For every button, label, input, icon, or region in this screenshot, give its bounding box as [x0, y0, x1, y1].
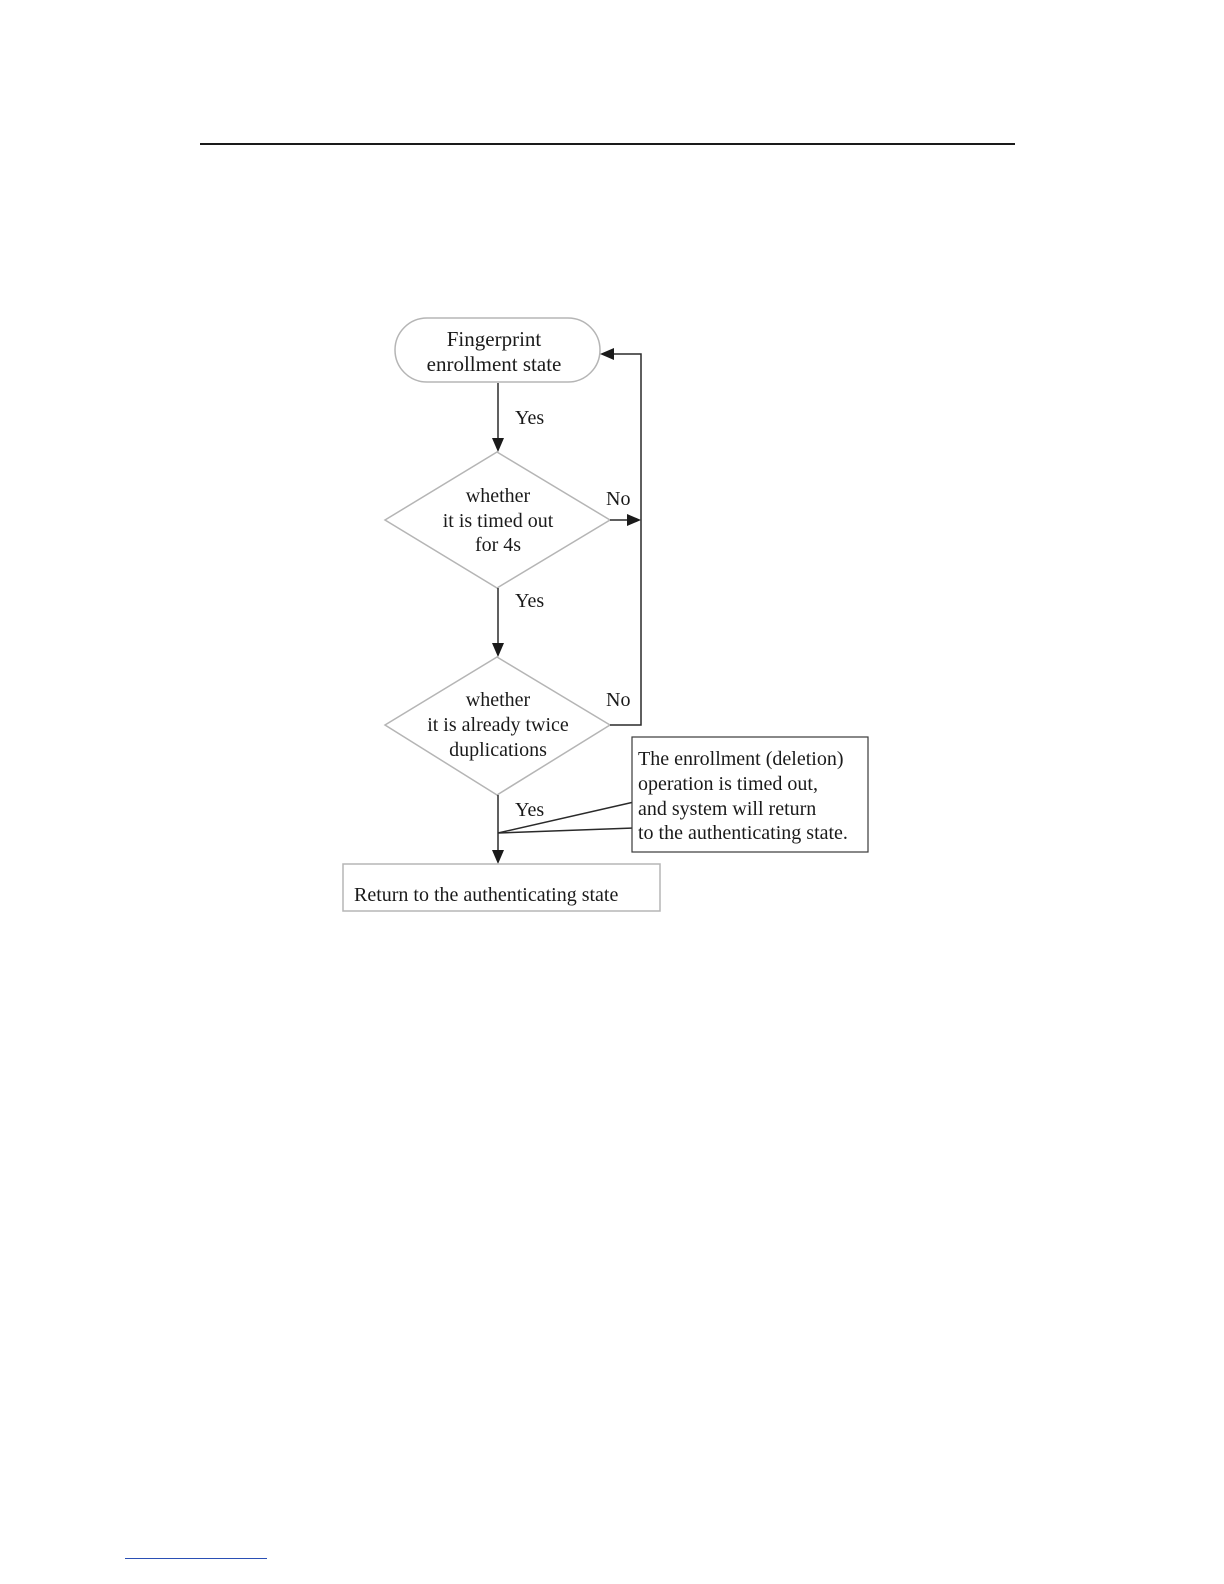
- edge-label-timeout-no: No: [606, 488, 631, 510]
- end-node: [343, 864, 660, 911]
- edge-start-to-timeout: [492, 383, 544, 452]
- arrowhead-icon: [492, 643, 504, 657]
- edge-label-timeout-yes: Yes: [515, 590, 545, 612]
- edge-timeout-no: [606, 488, 641, 526]
- decision-duplicate: [385, 657, 610, 795]
- start-node-line-1: Fingerprint: [446, 327, 542, 351]
- decision-duplicate-line-1: whether: [465, 689, 531, 711]
- edge-label-duplicate-yes: Yes: [515, 799, 545, 821]
- note-line-2: operation is timed out,: [638, 773, 818, 795]
- arrowhead-icon: [627, 514, 641, 526]
- start-node: [395, 318, 600, 382]
- decision-timeout: [385, 452, 610, 588]
- end-node-text: Return to the authenticating state: [354, 884, 619, 906]
- decision-duplicate-line-2: it is already twice: [427, 714, 569, 736]
- decision-duplicate-line-3: duplications: [449, 739, 547, 761]
- note-line-3: and system will return: [638, 798, 817, 820]
- edge-duplicate-yes: [492, 795, 544, 864]
- note-line-1: The enrollment (deletion): [638, 748, 844, 770]
- edge-label-start-yes: Yes: [515, 407, 545, 429]
- edge-timeout-yes: [492, 588, 544, 657]
- arrowhead-icon: [492, 850, 504, 864]
- decision-timeout-line-3: for 4s: [474, 534, 522, 556]
- edge-duplicate-no-loop: [600, 348, 641, 725]
- footer-link-underline: [125, 1558, 267, 1559]
- edge-label-duplicate-no: No: [606, 689, 631, 711]
- start-node-line-2: enrollment state: [426, 352, 562, 376]
- decision-timeout-line-2: it is timed out: [442, 510, 554, 532]
- decision-timeout-line-1: whether: [465, 485, 531, 507]
- note-line-4: to the authenticating state.: [638, 822, 848, 844]
- arrowhead-icon: [492, 438, 504, 452]
- edge-loop-line: [610, 354, 641, 725]
- arrowhead-icon: [600, 348, 614, 360]
